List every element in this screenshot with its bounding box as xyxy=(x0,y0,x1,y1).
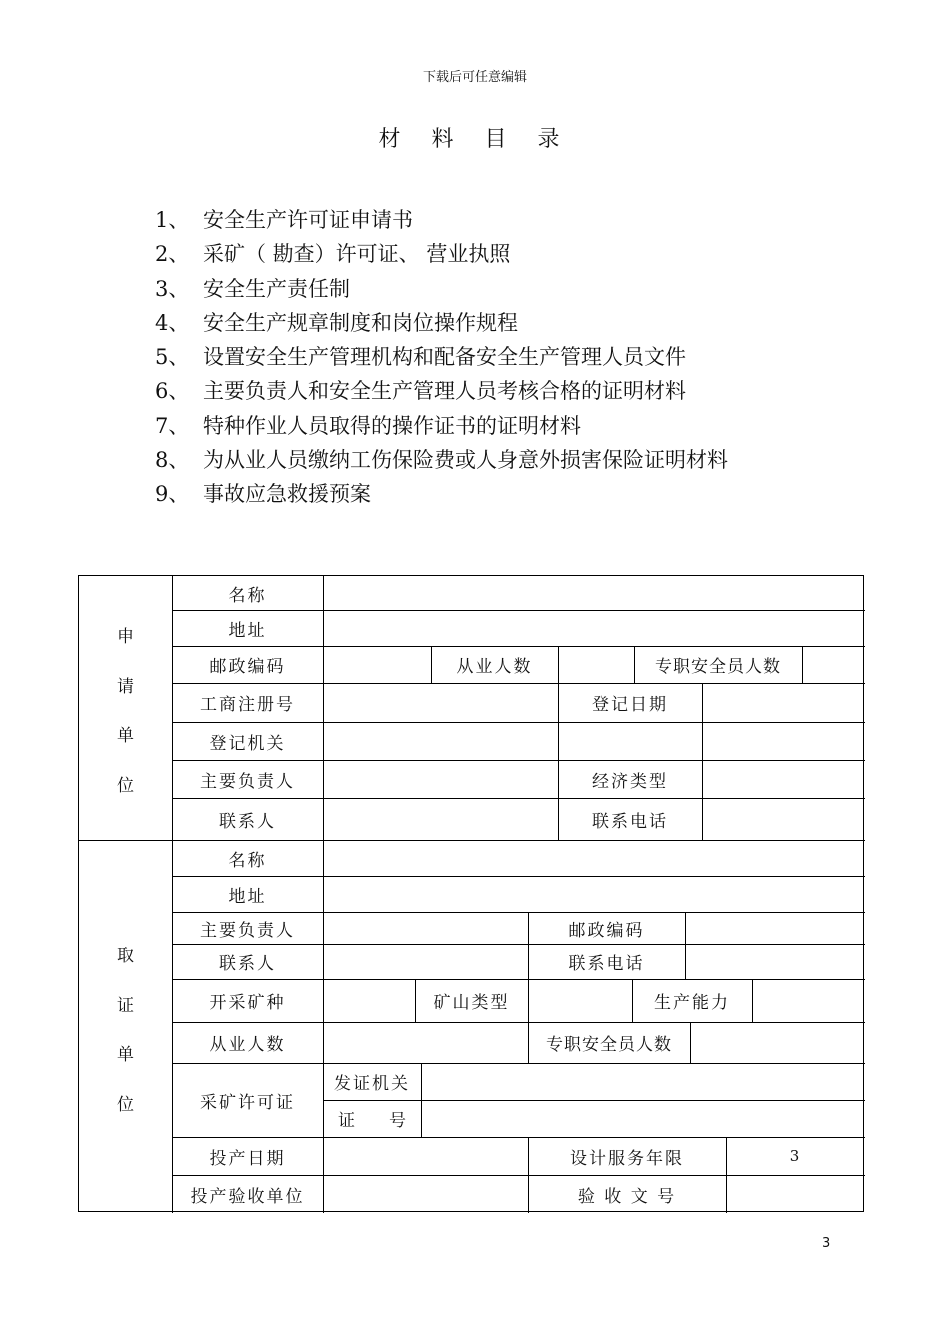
materials-list xyxy=(155,203,728,512)
licensee-section-char: 单 xyxy=(117,1045,134,1065)
application-form-table xyxy=(78,575,864,1212)
document-title: 材 料 目 录 xyxy=(378,127,572,152)
list-item xyxy=(155,306,728,340)
licensee-issuer-label: 发证机关 xyxy=(334,1074,410,1094)
page-number: 3 xyxy=(822,1236,831,1251)
item-text: 为从业人员缴纳工伤保险费或人身意外损害保险证明材料 xyxy=(203,448,728,473)
licensee-safety-staff-label: 专职安全员人数 xyxy=(546,1035,672,1055)
licensee-mining-license-label: 采矿许可证 xyxy=(200,1092,295,1113)
licensee-contact-label: 联系人 xyxy=(219,954,276,974)
licensee-phone-label: 联系电话 xyxy=(568,954,645,974)
item-text: 特种作业人员取得的操作证书的证明材料 xyxy=(203,413,581,438)
list-item xyxy=(155,409,728,443)
divider xyxy=(690,1022,691,1063)
divider xyxy=(802,646,803,683)
list-item xyxy=(155,272,728,306)
list-item xyxy=(155,237,728,271)
licensee-section-char: 位 xyxy=(117,1095,134,1115)
licensee-acceptance-doc-label: 验 收 文 号 xyxy=(577,1186,677,1207)
divider xyxy=(685,912,686,979)
applicant-section-char: 位 xyxy=(117,776,134,796)
divider xyxy=(752,979,753,1022)
divider xyxy=(421,1063,422,1137)
applicant-name-label: 名称 xyxy=(228,585,267,606)
divider xyxy=(702,683,703,840)
list-item xyxy=(155,374,728,408)
licensee-acceptance-unit-label: 投产验收单位 xyxy=(190,1186,305,1207)
applicant-reg-no-label: 工商注册号 xyxy=(200,695,295,715)
licensee-service-years-value: 3 xyxy=(789,1147,802,1165)
item-number: 4、 xyxy=(155,310,190,335)
licensee-principal-label: 主要负责人 xyxy=(200,920,295,941)
licensee-address-label: 地址 xyxy=(228,886,267,907)
list-item xyxy=(155,477,728,511)
header-note: 下载后可任意编辑 xyxy=(422,70,527,85)
applicant-postcode-label: 邮政编码 xyxy=(209,657,286,677)
item-number: 2、 xyxy=(155,242,190,267)
applicant-reg-date-label: 登记日期 xyxy=(592,695,668,715)
list-item xyxy=(155,203,728,237)
item-number: 9、 xyxy=(155,482,190,507)
item-text: 安全生产许可证申请书 xyxy=(203,208,413,232)
applicant-address-label: 地址 xyxy=(228,620,267,641)
divider xyxy=(558,646,559,683)
licensee-mineral-label: 开采矿种 xyxy=(209,993,286,1013)
applicant-principal-label: 主要负责人 xyxy=(200,771,295,792)
item-number: 3、 xyxy=(155,276,190,301)
item-text: 主要负责人和安全生产管理人员考核合格的证明材料 xyxy=(203,379,686,404)
licensee-service-years-label: 设计服务年限 xyxy=(570,1148,684,1169)
divider xyxy=(323,840,324,1213)
item-text: 安全生产责任制 xyxy=(203,276,350,301)
licensee-postcode-label: 邮政编码 xyxy=(568,920,645,941)
applicant-econ-type-label: 经济类型 xyxy=(592,771,668,792)
list-item xyxy=(155,443,728,477)
item-number: 7、 xyxy=(155,413,190,438)
applicant-section-char: 单 xyxy=(117,726,134,746)
applicant-reg-authority-label: 登记机关 xyxy=(209,733,286,754)
applicant-phone-label: 联系电话 xyxy=(592,811,668,832)
item-text: 事故应急救援预案 xyxy=(203,482,371,507)
licensee-cert-no-label: 证 号 xyxy=(338,1111,406,1131)
list-item xyxy=(155,340,728,374)
licensee-name-label: 名称 xyxy=(228,850,267,871)
item-text: 采矿（ 勘查）许可证、 营业执照 xyxy=(203,242,511,267)
item-number: 6、 xyxy=(155,379,190,404)
licensee-section-char: 证 xyxy=(117,996,134,1016)
divider xyxy=(323,576,324,840)
item-number: 5、 xyxy=(155,345,190,370)
licensee-capacity-label: 生产能力 xyxy=(654,993,730,1013)
item-text: 安全生产规章制度和岗位操作规程 xyxy=(203,310,518,335)
applicant-safety-staff-label: 专职安全员人数 xyxy=(655,657,781,677)
applicant-section-char: 请 xyxy=(117,677,134,697)
licensee-employees-label: 从业人数 xyxy=(209,1035,286,1055)
licensee-prod-date-label: 投产日期 xyxy=(209,1148,286,1169)
licensee-section-char: 取 xyxy=(117,946,134,966)
item-text: 设置安全生产管理机构和配备安全生产管理人员文件 xyxy=(203,345,686,370)
licensee-mine-type-label: 矿山类型 xyxy=(433,993,510,1013)
applicant-employees-label: 从业人数 xyxy=(456,657,533,677)
applicant-contact-label: 联系人 xyxy=(219,811,276,832)
item-number: 8、 xyxy=(155,448,190,473)
divider xyxy=(528,979,529,1022)
item-number: 1、 xyxy=(155,208,190,232)
applicant-section-char: 申 xyxy=(117,627,134,647)
